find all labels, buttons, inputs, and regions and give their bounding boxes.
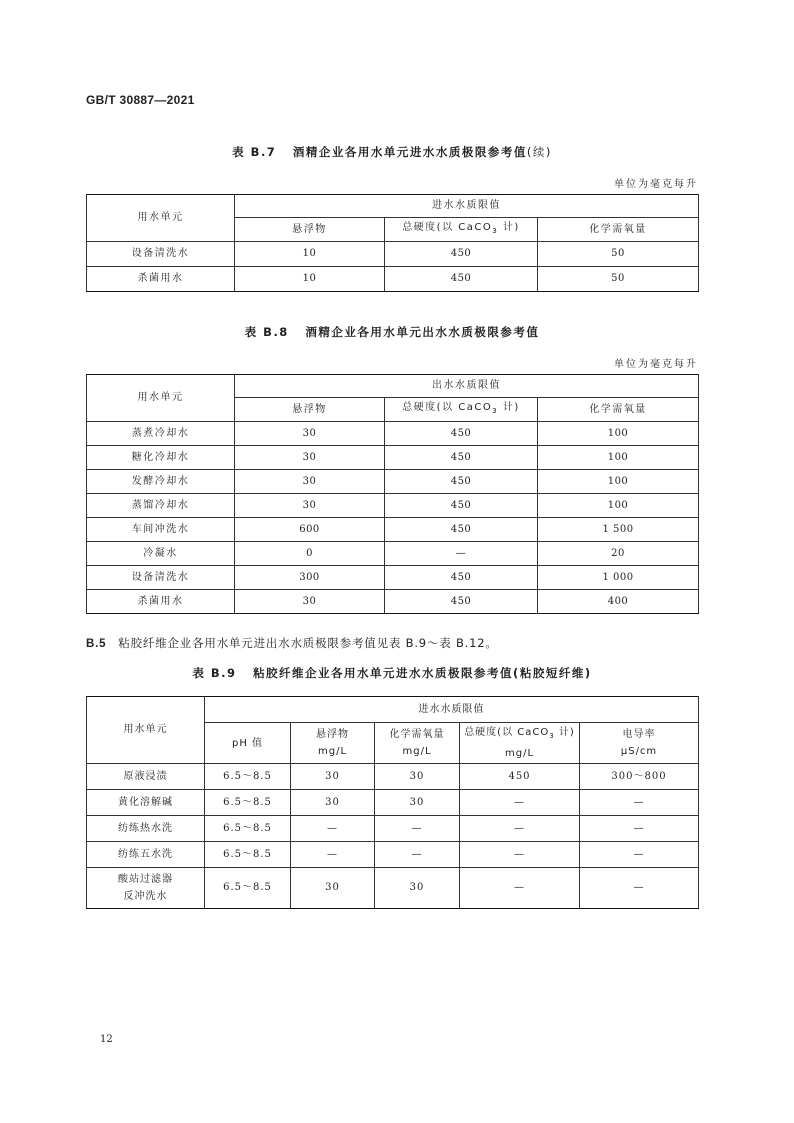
table-b9-col-ss: 悬浮物 mg/L <box>291 723 375 764</box>
table-b7-unit: 单位为毫克每升 <box>614 179 698 190</box>
table-row: 纺练热水洗 6.5～8.5 — — — — <box>87 816 699 842</box>
paragraph-b5: B.5 粘胶纤维企业各用水单元进出水水质极限参考值见表 B.9～表 B.12。 <box>86 636 498 650</box>
table-row: 杀菌用水 10 450 50 <box>87 267 699 292</box>
table-b8-head-group: 出水水质限值 <box>235 375 699 398</box>
table-row: 杀菌用水 30 450 400 <box>87 590 699 614</box>
table-row: 纺练五水洗 6.5～8.5 — — — — <box>87 842 699 868</box>
table-row: 蒸馏冷却水 30 450 100 <box>87 494 699 518</box>
table-b7-head-group: 进水水质限值 <box>235 195 699 218</box>
table-b8-caption: 表 B.8 酒精企业各用水单元出水水质极限参考值 <box>244 325 540 339</box>
page-number: 12 <box>100 1034 113 1045</box>
table-b9-head-unit: 用水单元 <box>87 697 205 764</box>
table-b7-col-cod: 化学需氧量 <box>538 218 699 242</box>
table-b8-col-ss: 悬浮物 <box>235 398 385 422</box>
table-b9-col-cod: 化学需氧量 mg/L <box>375 723 460 764</box>
table-b9-caption: 表 B.9 粘胶纤维企业各用水单元进水水质极限参考值(粘胶短纤维) <box>192 666 592 680</box>
table-row: 黄化溶解碱 6.5～8.5 30 30 — — <box>87 790 699 816</box>
table-b8-head-unit: 用水单元 <box>87 375 235 422</box>
standard-code: GB/T 30887—2021 <box>86 93 195 107</box>
table-b8 <box>86 374 699 614</box>
table-b9-col-conductivity: 电导率 μS/cm <box>580 723 699 764</box>
table-b8-col-cod: 化学需氧量 <box>538 398 699 422</box>
table-b9-col-ph: pH 值 <box>205 723 291 764</box>
table-b7-col-ss: 悬浮物 <box>235 218 385 242</box>
table-row: 发酵冷却水 30 450 100 <box>87 470 699 494</box>
table-b7-head-unit: 用水单元 <box>87 195 235 242</box>
table-b9-col-hardness: 总硬度(以 CaCO$_3$ 计) mg/L <box>460 723 580 764</box>
table-b7-caption: 表 B.7 酒精企业各用水单元进水水质极限参考值(续) <box>232 145 552 159</box>
table-b8-col-hardness: 总硬度(以 CaCO$_3$ 计) <box>385 398 538 422</box>
table-row: 蒸煮冷却水 30 450 100 <box>87 422 699 446</box>
table-b7 <box>86 194 699 292</box>
table-row: 设备清洗水 10 450 50 <box>87 242 699 267</box>
table-b9-head-group: 进水水质限值 <box>205 697 699 723</box>
table-b8-unit: 单位为毫克每升 <box>614 359 698 370</box>
table-row: 设备清洗水 300 450 1 000 <box>87 566 699 590</box>
table-row: 原液浸渍 6.5～8.5 30 30 450 300～800 <box>87 764 699 790</box>
table-row: 车间冲洗水 600 450 1 500 <box>87 518 699 542</box>
table-row: 糖化冷却水 30 450 100 <box>87 446 699 470</box>
table-row: 酸站过滤器 反冲洗水 6.5～8.5 30 30 — — <box>87 868 699 909</box>
table-b7-col-hardness: 总硬度(以 CaCO$_3$ 计) <box>385 218 538 242</box>
table-row: 冷凝水 0 — 20 <box>87 542 699 566</box>
table-b9 <box>86 696 699 909</box>
